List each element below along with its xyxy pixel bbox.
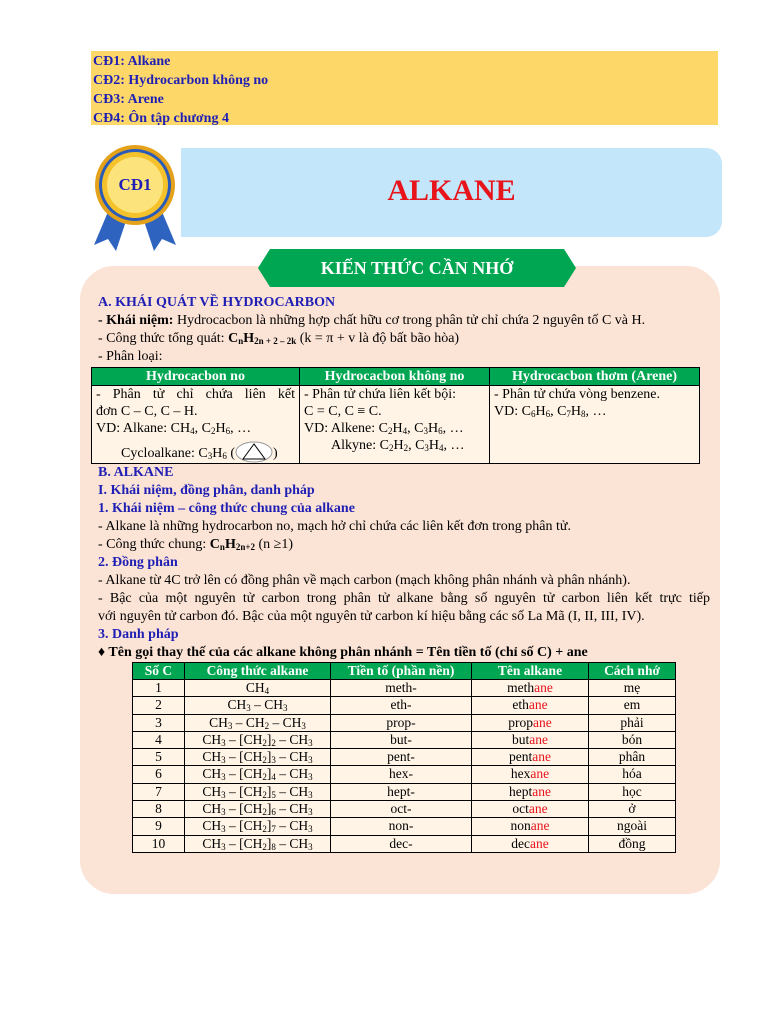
row-prefix: oct-: [331, 801, 472, 818]
row-prefix: dec-: [331, 835, 472, 852]
row-number: 7: [133, 783, 185, 800]
row-alkane-name: hexane: [472, 766, 589, 783]
row-prefix: hept-: [331, 783, 472, 800]
award-badge-icon: [92, 145, 178, 251]
row-prefix: hex-: [331, 766, 472, 783]
row-alkane-name: butane: [472, 731, 589, 748]
row-mnemonic: ở: [589, 801, 676, 818]
table-row: [133, 714, 676, 731]
row-mnemonic: ngoài: [589, 818, 676, 835]
topic-list: [91, 51, 718, 125]
row-mnemonic: phải: [589, 714, 676, 731]
row-number: 1: [133, 680, 185, 697]
row-formula: $CH_3 - [CH_2]_3 - CH_3$: [185, 749, 331, 766]
naming-col-mnemonic: Cách nhớ: [589, 663, 676, 680]
row-mnemonic: học: [589, 783, 676, 800]
alkane-general-formula: - Công thức chung: $C_nH_{2n+2}$ (n ≥1): [98, 537, 293, 552]
row-alkane-name: heptane: [472, 783, 589, 800]
cyclopropane-icon: [235, 441, 273, 463]
topic-item-2[interactable]: CĐ2: Hydrocarbon không no: [93, 73, 269, 88]
table-row: [133, 801, 676, 818]
naming-table: [132, 662, 676, 853]
cell-unsaturated: - Phân tử chứa liên kết bội: C = C, C ≡ C. VD: Alkene: $C_2H_4$, $C_3H_6$, … Alkyne: $C_2H_2$, $C_3H_4$, …: [300, 386, 490, 464]
cell-saturated: - Phân tử chỉ chứa liên kết đơn C – C, C – H. VD: Alkane: $CH_4$, $C_2H_6$, … Cycloalkane: $C_3H_6$ ( ): [92, 386, 300, 464]
topic-item-3[interactable]: CĐ3: Arene: [93, 92, 164, 107]
title-box: [181, 148, 722, 237]
row-mnemonic: phân: [589, 749, 676, 766]
row-number: 5: [133, 749, 185, 766]
isomer-text-2b: với nguyên tử carbon đó. Bậc của một nguyên tử carbon kí hiệu bằng các số La Mã (I, II, III, IV).: [98, 609, 645, 624]
page-title: ALKANE: [387, 174, 516, 207]
row-number: 3: [133, 714, 185, 731]
concept-line: - Khái niệm: Hydrocacbon là những hợp chất hữu cơ trong phân tử chỉ chứa 2 nguyên tố C và H.: [98, 313, 646, 328]
row-number: 8: [133, 801, 185, 818]
table-row: [133, 731, 676, 748]
row-formula: $CH_3 - [CH_2]_8 - CH_3$: [185, 835, 331, 852]
general-formula-line: - Công thức tổng quát: $C_nH_{2n + 2 - 2k}$ (k = π + v là độ bất bão hòa): [98, 331, 460, 346]
subsection-2-heading: 2. Đồng phân: [98, 555, 178, 570]
classification-label: - Phân loại:: [98, 349, 163, 364]
section-b-heading: B. ALKANE: [98, 465, 174, 480]
row-number: 2: [133, 697, 185, 714]
section-a-heading: A. KHÁI QUÁT VỀ HYDROCARBON: [98, 295, 336, 310]
badge-label: CĐ1: [118, 175, 152, 194]
cell-aromatic: - Phân tử chứa vòng benzene. VD: $C_6H_6$, $C_7H_8$, …: [490, 386, 700, 464]
isomer-text-2a: - Bậc của một nguyên tử carbon trong phân tử alkane bằng số nguyên tử carbon liên kết trực tiếp: [98, 591, 710, 606]
row-alkane-name: nonane: [472, 818, 589, 835]
row-alkane-name: pentane: [472, 749, 589, 766]
row-prefix: pent-: [331, 749, 472, 766]
row-mnemonic: mẹ: [589, 680, 676, 697]
row-prefix: meth-: [331, 680, 472, 697]
row-alkane-name: decane: [472, 835, 589, 852]
naming-rule: ♦ Tên gọi thay thế của các alkane không phân nhánh = Tên tiền tố (chỉ số C) + ane: [98, 645, 588, 660]
row-prefix: prop-: [331, 714, 472, 731]
topic-item-1[interactable]: CĐ1: Alkane: [93, 54, 171, 69]
naming-col-name: Tên alkane: [472, 663, 589, 680]
table-row: [133, 680, 676, 697]
row-prefix: non-: [331, 818, 472, 835]
row-formula: $CH_3 - [CH_2]_6 - CH_3$: [185, 801, 331, 818]
col-header-aromatic: Hydrocacbon thơm (Arene): [490, 368, 700, 386]
subsection-1-heading: I. Khái niệm, đồng phân, danh pháp: [98, 483, 315, 498]
subsection-3-heading: 3. Danh pháp: [98, 627, 179, 642]
table-row: [133, 835, 676, 852]
topic-item-4[interactable]: CĐ4: Ôn tập chương 4: [93, 111, 229, 126]
row-formula: $CH_3 - [CH_2]_2 - CH_3$: [185, 731, 331, 748]
table-row: [133, 766, 676, 783]
naming-col-prefix: Tiền tố (phần nền): [331, 663, 472, 680]
alkane-definition: - Alkane là những hydrocarbon no, mạch hở chỉ chứa các liên kết đơn trong phân tử.: [98, 519, 571, 534]
row-alkane-name: octane: [472, 801, 589, 818]
table-row: [133, 697, 676, 714]
col-header-unsaturated: Hydrocacbon không no: [300, 368, 490, 386]
lesson-content: [98, 294, 710, 853]
subsection-1-1-heading: 1. Khái niệm – công thức chung của alkane: [98, 501, 355, 516]
table-row: [133, 783, 676, 800]
row-alkane-name: ethane: [472, 697, 589, 714]
naming-col-formula: Công thức alkane: [185, 663, 331, 680]
row-formula: $CH_3 - CH_3$: [185, 697, 331, 714]
row-number: 6: [133, 766, 185, 783]
row-formula: $CH_3 - CH_2 - CH_3$: [185, 714, 331, 731]
row-mnemonic: hóa: [589, 766, 676, 783]
row-mnemonic: bón: [589, 731, 676, 748]
row-prefix: eth-: [331, 697, 472, 714]
section-banner: KIẾN THỨC CẦN NHỚ: [320, 258, 514, 278]
table-row: [133, 749, 676, 766]
classification-table: [91, 367, 700, 464]
row-mnemonic: em: [589, 697, 676, 714]
row-alkane-name: methane: [472, 680, 589, 697]
row-number: 10: [133, 835, 185, 852]
row-mnemonic: đồng: [589, 835, 676, 852]
row-alkane-name: propane: [472, 714, 589, 731]
row-number: 9: [133, 818, 185, 835]
isomer-text-1: - Alkane từ 4C trở lên có đồng phân về mạch carbon (mạch không phân nhánh và phân nhánh).: [98, 573, 631, 588]
naming-col-number: Số C: [133, 663, 185, 680]
row-formula: $CH_3 - [CH_2]_4 - CH_3$: [185, 766, 331, 783]
row-number: 4: [133, 731, 185, 748]
row-formula: $CH_3 - [CH_2]_7 - CH_3$: [185, 818, 331, 835]
col-header-saturated: Hydrocacbon no: [92, 368, 300, 386]
row-prefix: but-: [331, 731, 472, 748]
row-formula: $CH_3 - [CH_2]_5 - CH_3$: [185, 783, 331, 800]
row-formula: $CH_4$: [185, 680, 331, 697]
table-row: [133, 818, 676, 835]
